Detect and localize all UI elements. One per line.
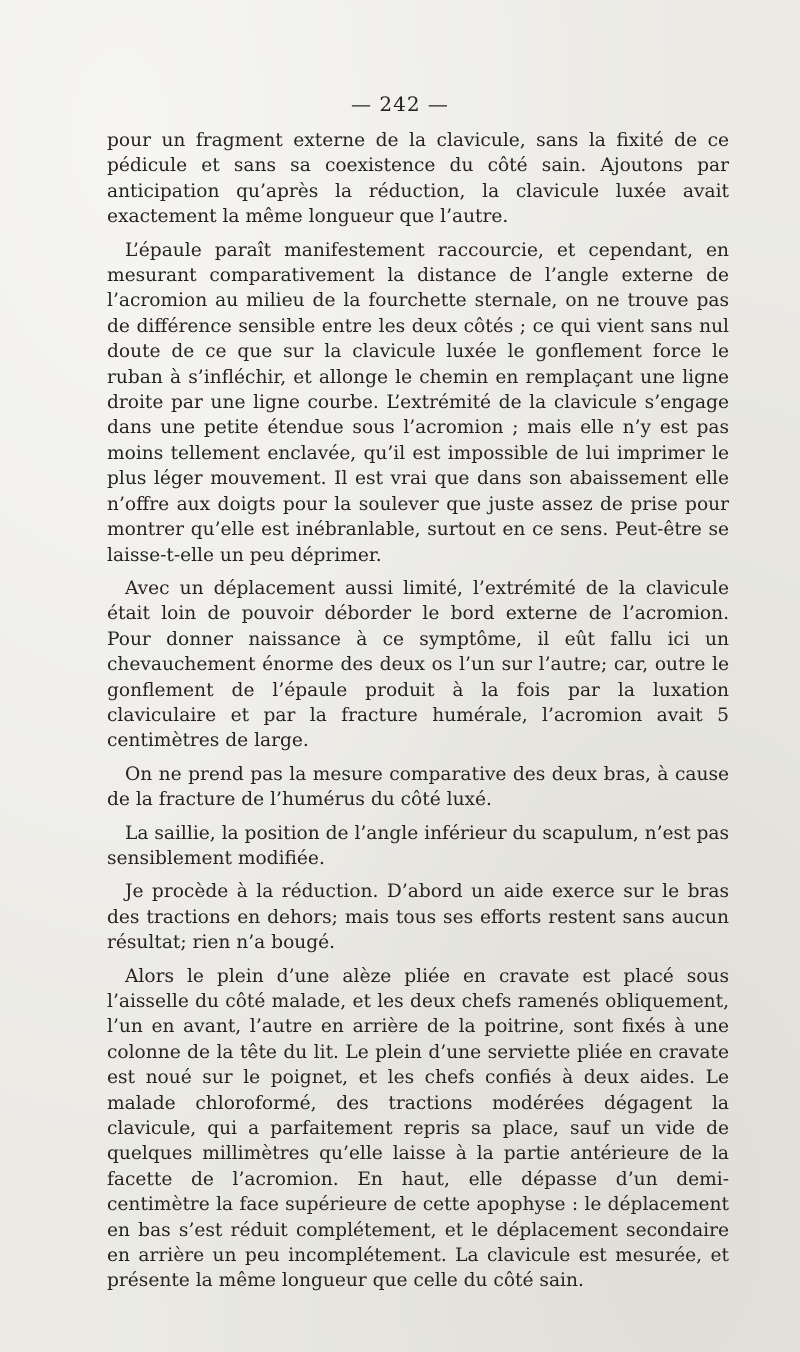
paragraph-4: On ne prend pas la mesure comparative des deux bras, à cause de la fracture de l’humérus du côté luxé. <box>107 763 729 811</box>
paragraph-6: Je procède à la réduction. D’abord un aide exerce sur le bras des tractions en dehors; mais tous ses efforts restent sans aucun résultat; rien n’a bougé. <box>107 881 729 954</box>
page-number: — 242 — <box>351 92 449 116</box>
paragraph-2: L’épaule paraît manifestement raccourcie, et cependant, en mesurant comparativement la distance de l’angle externe de l’acromion au milieu de la fourchette sternale, on ne trouve pas de différence sensible entre les deux côtés ; ce qui vient sans nul doute de ce que sur la clavicule luxée le gonflement force le ruban à s’infléchir, et allonge le chemin en remplaçant une ligne droite par une ligne courbe. L’extrémité de la clavicule s’engage dans une petite étendue sous l’acromion ; mais elle n’y est pas moins tellement enclavée, qu’il est impossible de lui imprimer le plus léger mouvement. Il est vrai que dans son abaissement elle n’offre aux doigts pour la soulever que juste assez de prise pour montrer qu’elle est inébranlable, surtout en ce sens. Peut-être se laisse-t-elle un peu déprimer. <box>107 239 729 566</box>
body-text <box>107 128 729 1302</box>
paragraph-1: pour un fragment externe de la clavicule, sans la fixité de ce pédicule et sans sa coexistence du côté sain. Ajoutons par anticipation qu’après la réduction, la clavicule luxée avait exactement la même longueur que l’autre. <box>107 130 729 228</box>
paragraph-5: La saillie, la position de l’angle inférieur du scapulum, n’est pas sensiblement modifiée. <box>107 822 729 869</box>
paragraph-3: Avec un déplacement aussi limité, l’extrémité de la clavicule était loin de pouvoir déborder le bord externe de l’acromion. Pour donner naissance à ce symptôme, il eût fallu ici un chevauchement énorme des deux os l’un sur l’autre; car, outre le gonflement de l’épaule produit à la fois par la luxation claviculaire et par la fracture humérale, l’acromion avait 5 centimètres de large. <box>107 577 729 752</box>
paragraph-7: Alors le plein d’une alèze pliée en cravate est placé sous l’aisselle du côté malade, et les deux chefs ramenés obliquement, l’un en avant, l’autre en arrière de la poitrine, sont fixés à une colonne de la tête du lit. Le plein d’une serviette pliée en cravate est noué sur le poignet, et les chefs confiés à deux aides. Le malade chloroformé, des tractions modérées dégagent la clavicule, qui a parfaitement repris sa place, sauf un vide de quelques millimètres qu’elle laisse à la partie antérieure de la facette de l’acromion. En haut, elle dépasse d’un demi-centimètre la face supérieure de cette apophyse : le déplacement en bas s’est réduit complétement, et le déplacement secondaire en arrière un peu incomplétement. La clavicule est mesurée, et présente la même longueur que celle du côté sain. <box>107 965 729 1292</box>
